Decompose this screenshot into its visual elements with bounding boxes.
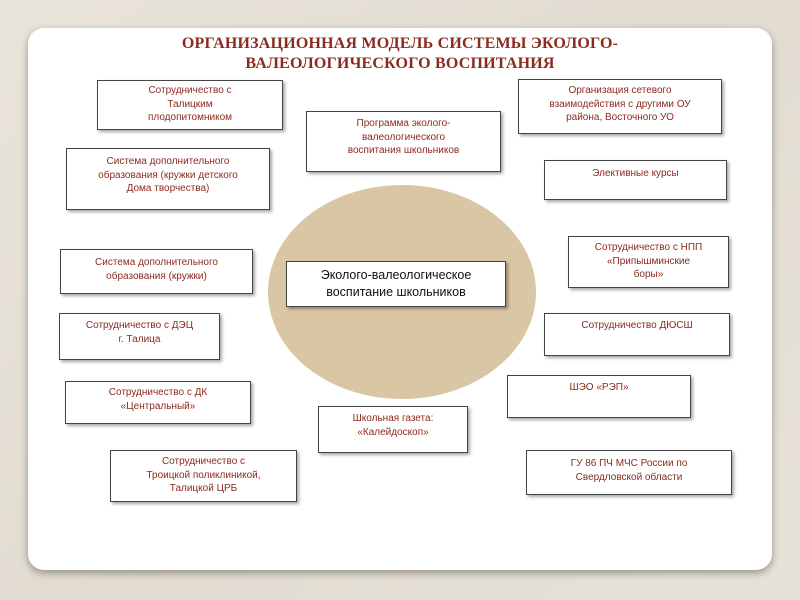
node-dod-house: Система дополнительного образования (кружки детского Дома творчества) [66, 148, 270, 210]
node-npp: Сотрудничество с НПП «Припышминские боры» [568, 236, 729, 288]
page-title [0, 34, 800, 74]
title-line-2: ВАЛЕОЛОГИЧЕСКОГО ВОСПИТАНИЯ [245, 55, 555, 72]
node-electives: Элективные курсы [544, 160, 727, 200]
center-node [286, 261, 506, 307]
node-talitsa-nursery: Сотрудничество с Талицким плодопитомником [97, 80, 283, 130]
node-polyclinic: Сотрудничество с Троицкой поликлиникой, Талицкой ЦРБ [110, 450, 297, 502]
node-dec: Сотрудничество с ДЭЦ г. Талица [59, 313, 220, 360]
node-network: Организация сетевого взаимодействия с другими ОУ района, Восточного УО [518, 79, 722, 134]
node-dod-clubs: Система дополнительного образования (кружки) [60, 249, 253, 294]
title-line-1: ОРГАНИЗАЦИОННАЯ МОДЕЛЬ СИСТЕМЫ ЭКОЛОГО- [181, 35, 619, 52]
node-dk: Сотрудничество с ДК «Центральный» [65, 381, 251, 424]
center-node-label: Эколого-валеологическое воспитание школьников [320, 268, 472, 299]
node-dyussh: Сотрудничество ДЮСШ [544, 313, 730, 356]
node-program: Программа эколого- валеологического воспитания школьников [306, 111, 501, 172]
node-mchs: ГУ 86 ПЧ МЧС России по Свердловской области [526, 450, 732, 495]
node-rep: ШЭО «РЭП» [507, 375, 691, 418]
node-newspaper: Школьная газета: «Калейдоскоп» [318, 406, 468, 453]
